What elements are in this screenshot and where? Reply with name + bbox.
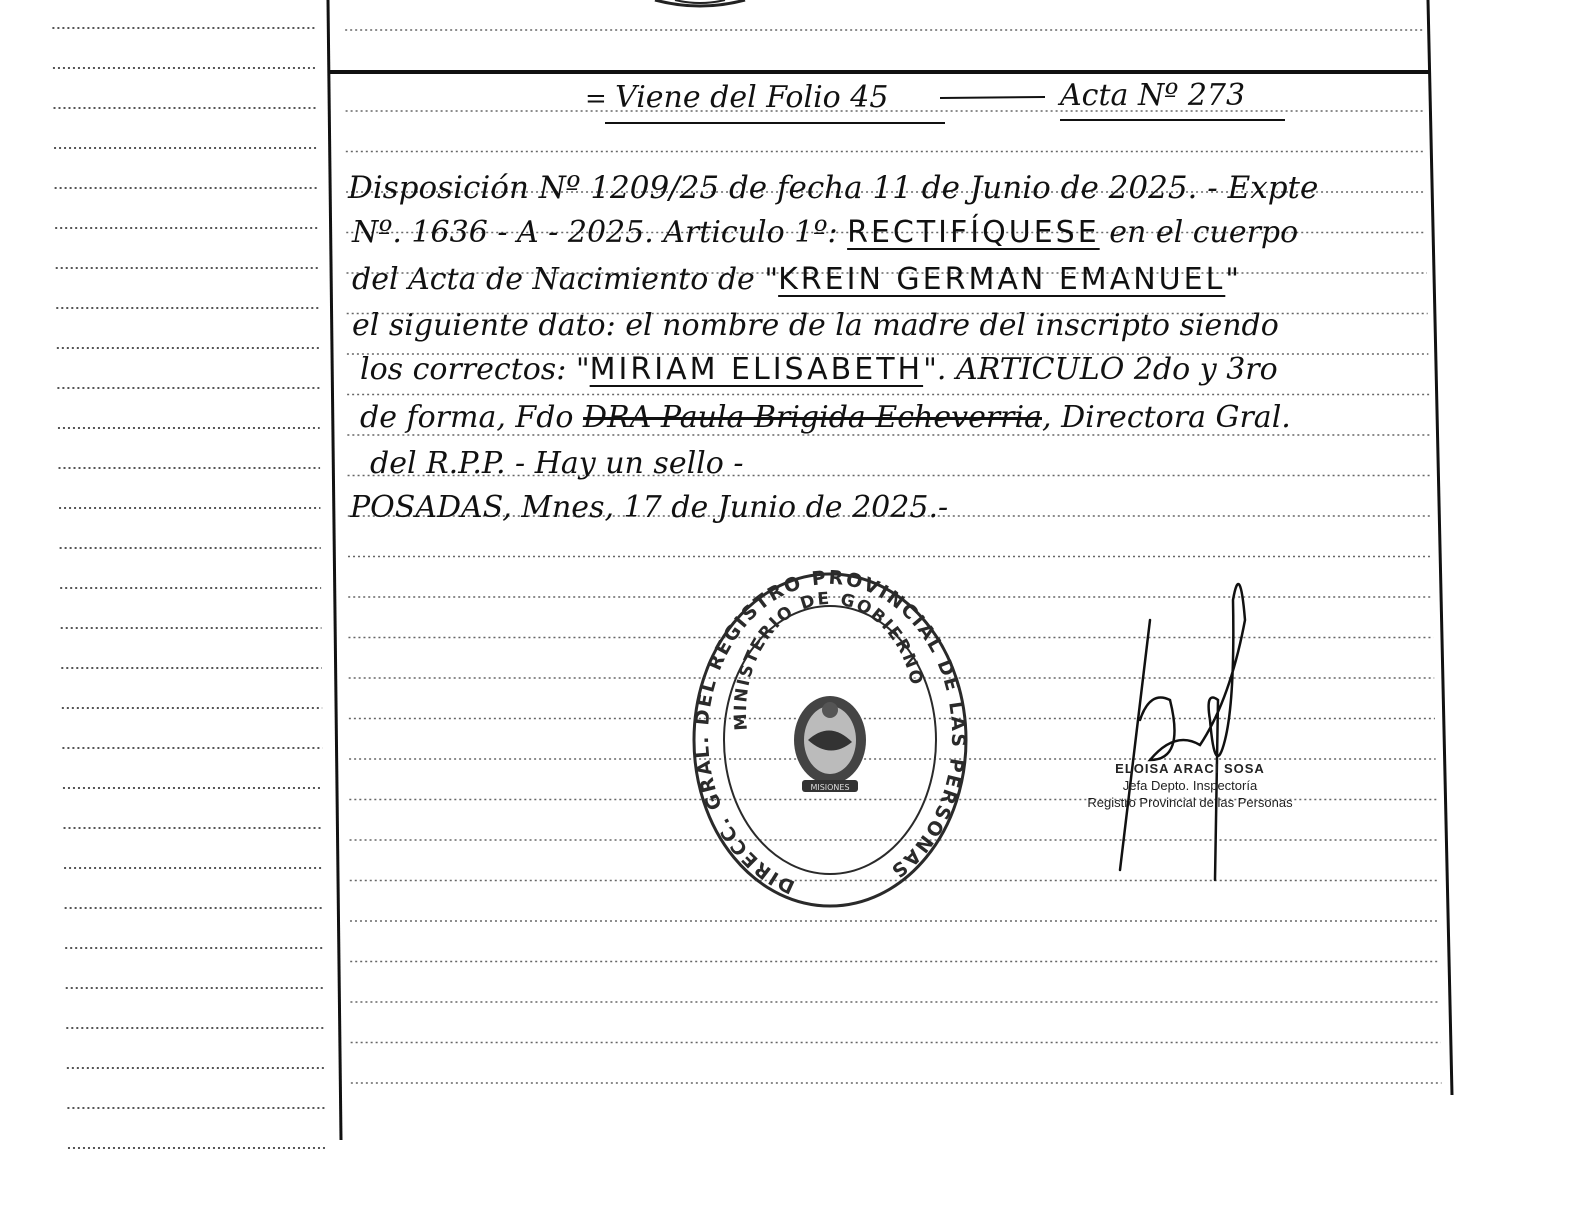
official-stamp — [690, 570, 970, 910]
body-line-5: los correctos: "MIRIAM ELISABETH". ARTICULO 2do y 3ro — [360, 352, 1278, 387]
body-line-4: el siguiente dato: el nombre de la madre del inscripto siendo — [352, 308, 1279, 343]
provincial-emblem — [794, 696, 866, 792]
stamp-inner-text: MINISTERIO DE GOBIERNO — [730, 588, 927, 732]
left-margin-dotted-lines — [52, 28, 326, 1148]
rectifiquese-word: RECTIFÍQUESE — [847, 215, 1100, 250]
corrected-mother-name: MIRIAM ELISABETH — [589, 352, 924, 387]
body-line-8: POSADAS, Mnes, 17 de Junio de 2025.- — [350, 490, 949, 525]
inscripto-name: KREIN GERMAN EMANUEL — [778, 262, 1226, 297]
body-line-1: Disposición Nº 1209/25 de fecha 11 de Junio de 2025. - Expte — [348, 170, 1319, 206]
left-border — [328, 0, 341, 1140]
firmante-name: DRA Paula Brigida Echeverria — [583, 400, 1042, 435]
body-line-2: Nº. 1636 - A - 2025. Articulo 1º: RECTIFÍQUESE en el cuerpo — [352, 215, 1299, 250]
dash-mark: = — [585, 84, 616, 114]
right-border — [1428, 0, 1452, 1095]
signer-office: Registro Provincial de las Personas — [1087, 795, 1293, 810]
body-line-7: del R.P.P. - Hay un sello - — [370, 446, 744, 481]
body-line-3: del Acta de Nacimiento de "KREIN GERMAN EMANUEL" — [352, 262, 1240, 297]
signature-scribble — [1120, 584, 1245, 880]
signer-title: Jefa Depto. Inspectoría — [1122, 778, 1258, 793]
acta-number: Acta Nº 273 — [1060, 78, 1246, 113]
emblem-label: MISIONES — [810, 783, 850, 792]
stamp-outer-text: DIRECC. GRAL. DEL REGISTRO PROVINCIAL DE LAS PERSONAS — [691, 570, 970, 898]
top-seal-fragment — [655, 0, 745, 6]
viene-del-folio: = Viene del Folio 45 — [585, 80, 889, 115]
signer-name: ELOISA ARACI SOSA — [1115, 761, 1265, 776]
body-line-6: de forma, Fdo DRA Paula Brigida Echeverria, Directora Gral. — [360, 400, 1291, 435]
signature-stamp — [1040, 760, 1340, 811]
